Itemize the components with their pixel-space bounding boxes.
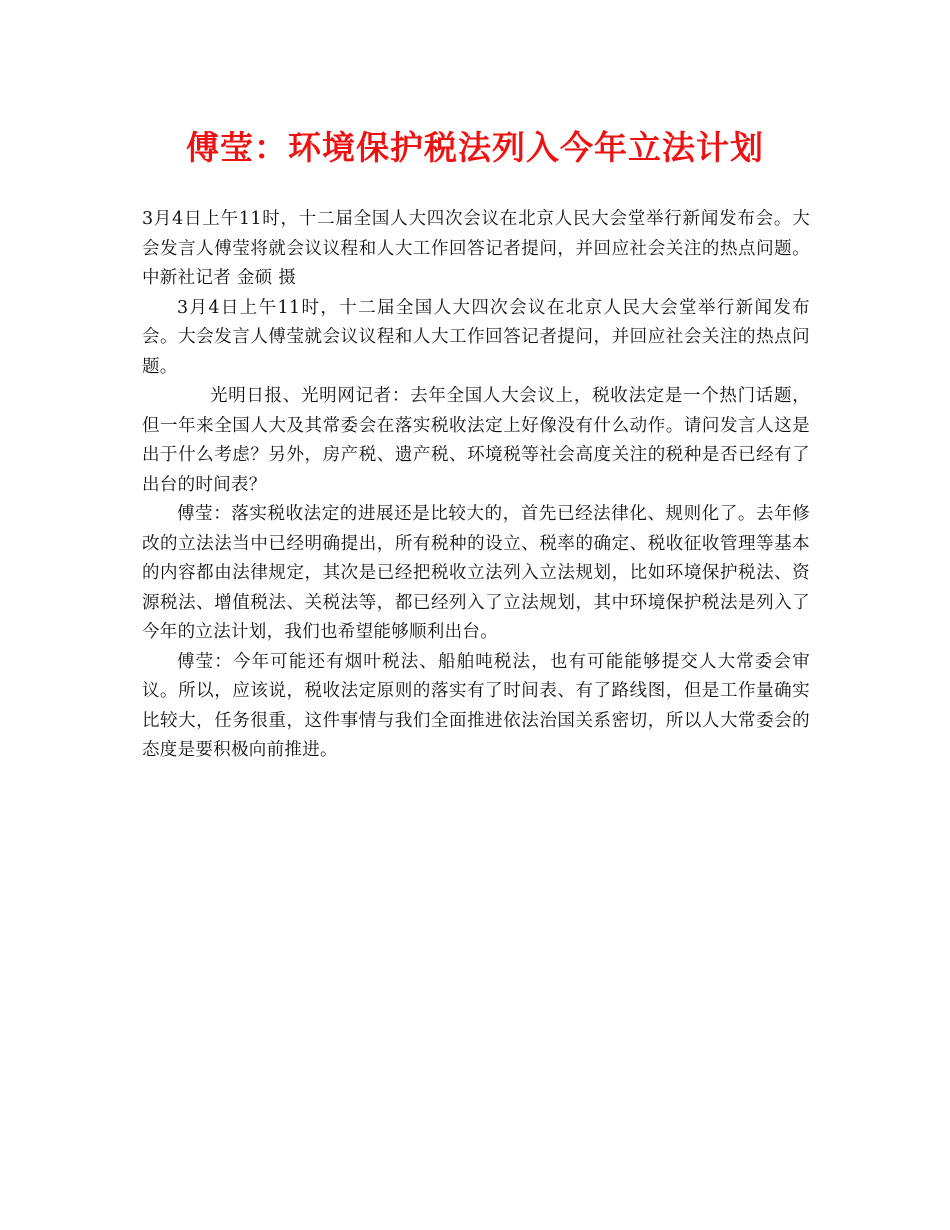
- article-body: [142, 205, 810, 766]
- reporter-question-paragraph: 光明日报、光明网记者：去年全国人大会议上，税收法定是一个热门话题，但一年来全国人大及其常委会在落实税收法定上好像没有什么动作。请问发言人这是出于什么考虑？另外，房产税、遗产税、环境税等社会高度关注的税种是否已经有了出台的时间表？: [142, 386, 810, 495]
- answer-paragraph-2: 傅莹：今年可能还有烟叶税法、船舶吨税法，也有可能能够提交人大常委会审议。所以，应该说，税收法定原则的落实有了时间表、有了路线图，但是工作量确实比较大，任务很重，这件事情与我们全面推进依法治国关系密切，所以人大常委会的态度是要积极向前推进。: [142, 651, 810, 760]
- lead-paragraph: 3月4日上午11时，十二届全国人大四次会议在北京人民大会堂举行新闻发布会。大会发言人傅莹就会议议程和人大工作回答记者提问，并回应社会关注的热点问题。: [142, 297, 810, 377]
- photo-caption-paragraph: 3月4日上午11时，十二届全国人大四次会议在北京人民大会堂举行新闻发布会。大会发言人傅莹将就会议议程和人大工作回答记者提问，并回应社会关注的热点问题。 中新社记者 金硕 摄: [142, 209, 810, 288]
- answer-paragraph-1: 傅莹：落实税收法定的进展还是比较大的，首先已经法律化、规则化了。去年修改的立法法当中已经明确提出，所有税种的设立、税率的确定、税收征收管理等基本的内容都由法律规定，其次是已经把税收立法列入立法规划，比如环境保护税法、资源税法、增值税法、关税法等，都已经列入了立法规划，其中环境保护税法是列入了今年的立法计划，我们也希望能够顺利出台。: [142, 504, 810, 642]
- article-title: 傅莹：环境保护税法列入今年立法计划: [186, 128, 764, 167]
